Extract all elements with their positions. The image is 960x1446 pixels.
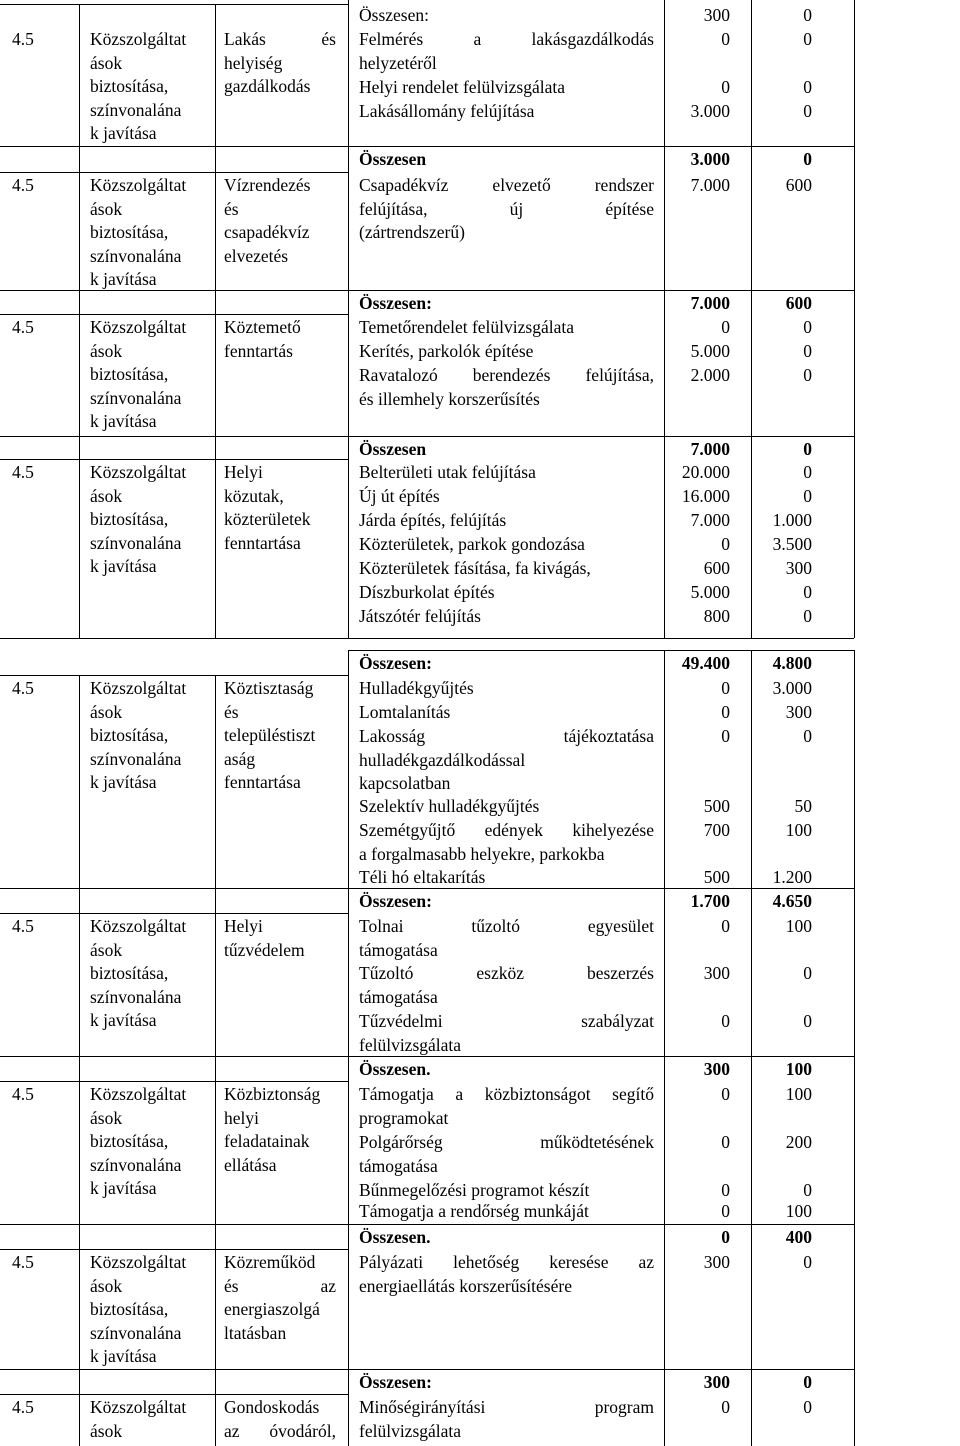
item-text: és illemhely korszerűsítés [359, 388, 540, 409]
section-total-label: Összesen. [359, 1227, 431, 1247]
grid-line-horizontal [0, 1369, 854, 1370]
task-text: közterületek [224, 509, 311, 530]
area-text: biztosítása, [90, 76, 169, 97]
item-text: Lakosság tájékoztatása [359, 726, 654, 746]
section-total-c2: 4.800 [772, 653, 812, 673]
value-c1: 300 [703, 1252, 730, 1272]
value-c2: 0 [803, 486, 812, 506]
value-c2: 0 [803, 606, 812, 626]
item-text: Szelektív hulladékgyűjtés [359, 796, 540, 816]
value-c1: 0 [721, 1084, 730, 1104]
value-c2: 0 [803, 1180, 812, 1200]
item-text: Szemétgyűjtő edények kihelyezése [359, 820, 654, 840]
item-text: Pályázati lehetőség keresése az [359, 1252, 654, 1272]
area-text: színvonalána [90, 748, 182, 769]
grid-line-vertical [664, 0, 665, 638]
item-text: Helyi rendelet felülvizsgálata [359, 77, 566, 97]
task-text: Közreműköd [224, 1252, 316, 1272]
item-text: Polgárőrség működtetésének [359, 1132, 654, 1152]
task-text: fenntartása [224, 532, 301, 553]
area-text: ások [90, 52, 123, 73]
value-c2: 3.000 [772, 678, 812, 698]
section-total-label: Összesen: [359, 891, 432, 911]
section-total-c2: 0 [803, 439, 812, 459]
value-c1: 16.000 [681, 486, 730, 506]
task-text: Helyi [224, 462, 263, 482]
section-total-c2: 400 [785, 1227, 812, 1247]
area-text: Közszolgáltat [90, 462, 187, 482]
value-c1: 7.000 [690, 175, 730, 195]
task-text: és [224, 701, 239, 722]
area-text: ások [90, 701, 123, 722]
area-text: k javítása [90, 772, 157, 793]
value-c1: 700 [703, 820, 730, 840]
value-c2: 0 [803, 462, 812, 482]
area-text: biztosítása, [90, 963, 169, 984]
grid-line-vertical [854, 650, 855, 1446]
area-text: k javítása [90, 1010, 157, 1031]
section-total-c1: 300 [703, 1372, 730, 1392]
task-text: Köztemető [224, 317, 301, 337]
grid-line-vertical [348, 0, 349, 638]
area-text: színvonalána [90, 1322, 182, 1343]
task-text: energiaszolgá [224, 1299, 320, 1320]
area-text: ások [90, 340, 123, 361]
section-total-label: Összesen [359, 149, 427, 169]
task-text: közutak, [224, 485, 284, 506]
section-total-label: Összesen: [359, 293, 432, 313]
task-text: gazdálkodás [224, 76, 311, 97]
value-c1: 3.000 [690, 101, 730, 121]
section-total-c2: 600 [785, 293, 812, 313]
grid-line-vertical [215, 4, 216, 638]
area-text: k javítása [90, 1178, 157, 1199]
item-text: Járda építés, felújítás [359, 510, 507, 530]
item-text: Támogatja a rendőrség munkáját [359, 1201, 589, 1221]
grid-line-horizontal [0, 913, 348, 914]
area-text: biztosítása, [90, 222, 169, 243]
item-text: Játszótér felújítás [359, 606, 481, 626]
item-text: Új út építés [359, 486, 440, 506]
area-text: Közszolgáltat [90, 1252, 187, 1272]
grid-line-horizontal [0, 1249, 348, 1250]
value-c2: 0 [803, 317, 812, 337]
section-code: 4.5 [12, 1252, 34, 1272]
item-text: felújítása, új építése [359, 198, 654, 219]
area-text: k javítása [90, 1346, 157, 1367]
area-text: színvonalána [90, 986, 182, 1007]
value-c1: 2.000 [690, 365, 730, 385]
value-c2: 1.000 [772, 510, 812, 530]
item-text: a forgalmasabb helyekre, parkokba [359, 843, 605, 864]
value-c1: 0 [721, 702, 730, 722]
grid-line-vertical [79, 675, 80, 1446]
area-text: Közszolgáltat [90, 916, 187, 936]
item-text: felülvizsgálata [359, 1034, 462, 1055]
value-c2: 0 [803, 582, 812, 602]
task-text: és [224, 198, 239, 219]
area-text: k javítása [90, 411, 157, 432]
value-c2: 50 [794, 796, 812, 816]
value-c1: 0 [721, 77, 730, 97]
area-text: ások [90, 1420, 123, 1441]
section-total-c2: 0 [803, 149, 812, 169]
item-text: Belterületi utak felújítása [359, 462, 536, 482]
area-text: k javítása [90, 123, 157, 144]
value-c2: 200 [785, 1132, 812, 1152]
item-text: Minőségirányítási program [359, 1397, 654, 1417]
area-text: ások [90, 1275, 123, 1296]
task-text: településtiszt [224, 725, 316, 746]
value-c1: 300 [703, 963, 730, 983]
value-c1: 0 [721, 1132, 730, 1152]
area-text: biztosítása, [90, 509, 169, 530]
pre-total-c2: 0 [803, 5, 812, 25]
area-text: ások [90, 198, 123, 219]
value-c2: 0 [803, 341, 812, 361]
section-total-c1: 49.400 [681, 653, 730, 673]
section-code: 4.5 [12, 317, 34, 337]
value-c2: 100 [785, 1084, 812, 1104]
task-text: Köztisztaság [224, 678, 314, 698]
item-text: Lakásállomány felújítása [359, 101, 535, 121]
task-text: aság [224, 748, 256, 769]
item-text: Támogatja a közbiztonságot segítő [359, 1084, 654, 1104]
area-text: biztosítása, [90, 1299, 169, 1320]
area-text: biztosítása, [90, 725, 169, 746]
value-c2: 600 [785, 175, 812, 195]
grid-line-vertical [751, 650, 752, 1446]
value-c1: 5.000 [690, 582, 730, 602]
grid-line-vertical [348, 650, 349, 1446]
value-c2: 0 [803, 101, 812, 121]
task-text: az óvodáról, [224, 1420, 336, 1441]
grid-line-horizontal [0, 436, 854, 437]
item-text: Tolnai tűzoltó egyesület [359, 916, 654, 936]
value-c1: 0 [721, 1180, 730, 1200]
value-c2: 300 [785, 558, 812, 578]
section-total-c1: 1.700 [690, 891, 730, 911]
grid-line-horizontal [0, 1394, 348, 1395]
section-code: 4.5 [12, 1397, 34, 1417]
item-text: Tűzoltó eszköz beszerzés [359, 963, 654, 983]
area-text: színvonalána [90, 532, 182, 553]
section-total-c1: 300 [703, 1059, 730, 1079]
area-text: biztosítása, [90, 1131, 169, 1152]
value-c1: 20.000 [681, 462, 730, 482]
value-c2: 3.500 [772, 534, 812, 554]
area-text: Közszolgáltat [90, 175, 187, 195]
area-text: k javítása [90, 269, 157, 290]
task-text: tűzvédelem [224, 939, 305, 960]
task-text: elvezetés [224, 245, 289, 266]
task-text: helyi [224, 1107, 259, 1128]
value-c2: 0 [803, 1397, 812, 1417]
item-text: Bűnmegelőzési programot készít [359, 1180, 590, 1200]
task-text: ellátása [224, 1154, 277, 1175]
item-text: Kerítés, parkolók építése [359, 341, 534, 361]
area-text: színvonalána [90, 1154, 182, 1175]
task-text: Gondoskodás [224, 1397, 320, 1417]
task-text: Lakás és [224, 29, 336, 49]
pre-total-label: Összesen: [359, 5, 429, 25]
item-text: Felmérés a lakásgazdálkodás [359, 29, 654, 49]
item-text: Közterületek fásítása, fa kivágás, [359, 558, 591, 578]
section-code: 4.5 [12, 29, 34, 49]
value-c2: 1.200 [772, 867, 812, 887]
grid-line-horizontal [0, 675, 348, 676]
value-c1: 0 [721, 534, 730, 554]
area-text: k javítása [90, 556, 157, 577]
item-text: felülvizsgálata [359, 1420, 462, 1441]
item-text: programokat [359, 1107, 449, 1128]
item-text: támogatása [359, 1155, 438, 1176]
item-text: Tűzvédelmi szabályzat [359, 1011, 654, 1031]
value-c1: 0 [721, 29, 730, 49]
item-text: Téli hó eltakarítás [359, 867, 486, 887]
pre-total-c1: 300 [703, 5, 730, 25]
item-text: Temetőrendelet felülvizsgálata [359, 317, 574, 337]
task-text: Közbiztonság [224, 1084, 321, 1104]
area-text: ások [90, 939, 123, 960]
value-c1: 0 [721, 678, 730, 698]
grid-line-vertical [664, 650, 665, 1446]
item-text: Lomtalanítás [359, 702, 451, 722]
area-text: ások [90, 485, 123, 506]
item-text: energiaellátás korszerűsítésére [359, 1275, 572, 1296]
grid-line-horizontal [0, 172, 348, 173]
task-text: Vízrendezés [224, 175, 311, 195]
value-c2: 0 [803, 1252, 812, 1272]
grid-line-horizontal [0, 638, 854, 639]
grid-line-horizontal [0, 314, 348, 315]
task-text: ltatásban [224, 1322, 287, 1343]
section-code: 4.5 [12, 678, 34, 698]
area-text: színvonalána [90, 387, 182, 408]
task-text: helyiség [224, 52, 283, 73]
section-code: 4.5 [12, 175, 34, 195]
value-c1: 0 [721, 916, 730, 936]
item-text: helyzetéről [359, 52, 437, 73]
value-c2: 100 [785, 820, 812, 840]
value-c1: 0 [721, 1201, 730, 1221]
section-total-c1: 0 [721, 1227, 730, 1247]
section-total-label: Összesen. [359, 1059, 431, 1079]
task-text: feladatainak [224, 1131, 310, 1152]
area-text: Közszolgáltat [90, 29, 187, 49]
section-total-c2: 100 [785, 1059, 812, 1079]
item-text: kapcsolatban [359, 773, 451, 794]
grid-line-horizontal [0, 146, 854, 147]
section-total-c1: 7.000 [690, 439, 730, 459]
area-text: Közszolgáltat [90, 1084, 187, 1104]
value-c1: 0 [721, 1011, 730, 1031]
value-c1: 0 [721, 726, 730, 746]
value-c2: 100 [785, 916, 812, 936]
task-text: csapadékvíz [224, 222, 310, 243]
section-total-label: Összesen: [359, 1372, 432, 1392]
value-c2: 0 [803, 77, 812, 97]
value-c1: 0 [721, 1397, 730, 1417]
item-text: Közterületek, parkok gondozása [359, 534, 585, 554]
section-total-c1: 3.000 [690, 149, 730, 169]
value-c1: 500 [703, 796, 730, 816]
area-text: ások [90, 1107, 123, 1128]
area-text: színvonalána [90, 245, 182, 266]
item-text: Csapadékvíz elvezető rendszer [359, 175, 654, 195]
area-text: Közszolgáltat [90, 317, 187, 337]
value-c1: 600 [703, 558, 730, 578]
grid-line-vertical [215, 675, 216, 1446]
value-c1: 5.000 [690, 341, 730, 361]
grid-line-horizontal [0, 1081, 348, 1082]
task-text: Helyi [224, 916, 263, 936]
value-c1: 800 [703, 606, 730, 626]
section-total-label: Összesen: [359, 653, 432, 673]
grid-line-horizontal [0, 459, 348, 460]
grid-line-vertical [79, 4, 80, 638]
item-text: támogatása [359, 986, 438, 1007]
section-code: 4.5 [12, 1084, 34, 1104]
item-text: Díszburkolat építés [359, 582, 495, 602]
section-total-c2: 4.650 [772, 891, 812, 911]
value-c1: 7.000 [690, 510, 730, 530]
value-c2: 0 [803, 365, 812, 385]
section-total-label: Összesen [359, 439, 427, 459]
task-text: fenntartása [224, 772, 301, 793]
value-c2: 300 [785, 702, 812, 722]
area-text: Közszolgáltat [90, 1397, 187, 1417]
grid-line-horizontal [348, 650, 854, 651]
value-c2: 0 [803, 963, 812, 983]
value-c1: 0 [721, 317, 730, 337]
area-text: színvonalána [90, 99, 182, 120]
area-text: Közszolgáltat [90, 678, 187, 698]
grid-line-vertical [854, 0, 855, 638]
area-text: biztosítása, [90, 364, 169, 385]
item-text: (zártrendszerű) [359, 222, 465, 243]
value-c2: 0 [803, 1011, 812, 1031]
item-text: támogatása [359, 939, 438, 960]
value-c2: 0 [803, 29, 812, 49]
item-text: Ravatalozó berendezés felújítása, [359, 365, 654, 385]
section-total-c2: 0 [803, 1372, 812, 1392]
grid-line-horizontal [0, 1224, 854, 1225]
item-text: Hulladékgyűjtés [359, 678, 474, 698]
section-code: 4.5 [12, 916, 34, 936]
value-c2: 100 [785, 1201, 812, 1221]
grid-line-horizontal [0, 4, 348, 5]
grid-line-vertical [751, 0, 752, 638]
task-text: fenntartás [224, 340, 293, 361]
value-c2: 0 [803, 726, 812, 746]
value-c1: 500 [703, 867, 730, 887]
section-code: 4.5 [12, 462, 34, 482]
section-total-c1: 7.000 [690, 293, 730, 313]
item-text: hulladékgazdálkodással [359, 749, 526, 770]
task-text: és az [224, 1275, 336, 1296]
